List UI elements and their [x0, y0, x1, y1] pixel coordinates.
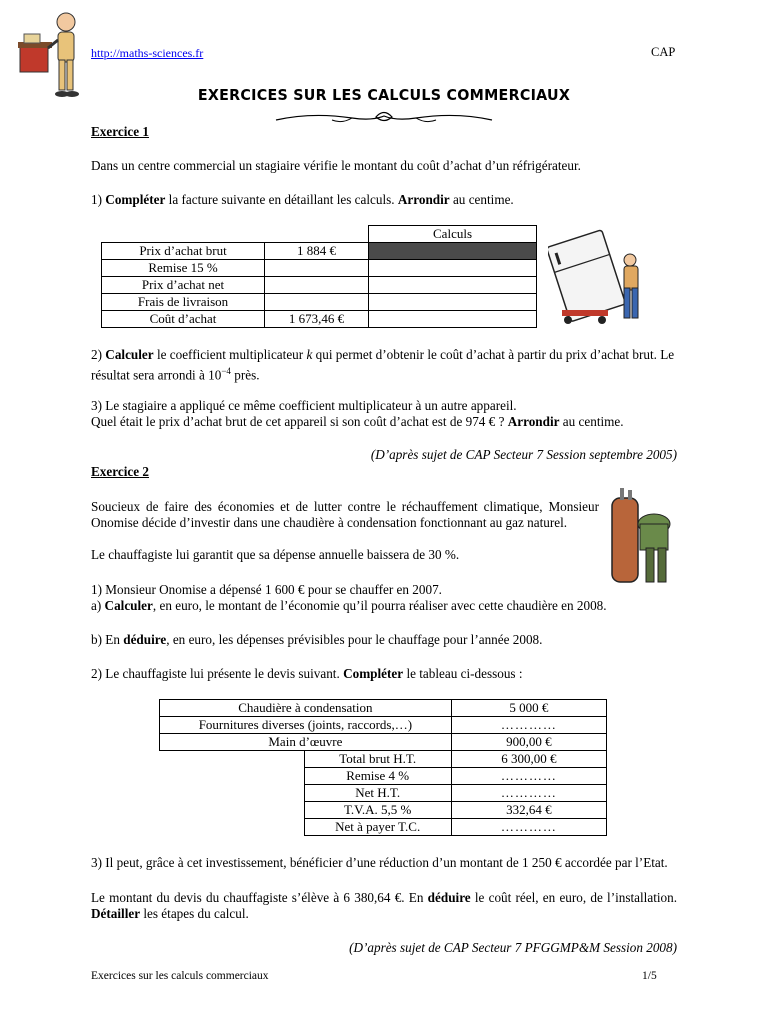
table-row: Net à payer T.C. …………	[160, 819, 607, 836]
exercise-2-question-3-intro: 3) Il peut, grâce à cet investissement, bénéficier d’une réduction d’un montant de 1 250 € accordée par l’Etat.	[91, 855, 668, 870]
page-number: 1/5	[642, 970, 657, 982]
exercise-1-source: (D’après sujet de CAP Secteur 7 Session septembre 2005)	[370, 447, 677, 462]
answer-cell[interactable]: …………	[451, 768, 606, 785]
exercise-2-intro: Soucieux de faire des économies et de lutter contre le réchauffement climatique, Monsieur Onomise décide d’investir dans une chaudière à condensation fonctionnant au gaz naturel.	[91, 499, 599, 530]
calc-cell[interactable]	[369, 311, 537, 328]
boiler-worker-illustration	[606, 488, 680, 588]
exercise-2-question-1: 1) Monsieur Onomise a dépensé 1 600 € pour se chauffer en 2007.	[91, 582, 442, 597]
exercise-2-question-1a: a) Calculer, en euro, le montant de l’économie qu’il pourra réaliser avec cette chaudière en 2008.	[91, 598, 607, 613]
answer-cell[interactable]	[265, 277, 369, 294]
table-row: Total brut H.T. 6 300,00 €	[160, 751, 607, 768]
table-row: Chaudière à condensation 5 000 €	[160, 700, 607, 717]
answer-cell[interactable]: …………	[451, 819, 606, 836]
table-row: Fournitures diverses (joints, raccords,…) …………	[160, 717, 607, 734]
exercise-1-question-3-intro: 3) Le stagiaire a appliqué ce même coefficient multiplicateur à un autre appareil.	[91, 398, 517, 413]
exercise-1-question-1: 1) Compléter la facture suivante en détaillant les calculs. Arrondir au centime.	[91, 192, 514, 207]
exercise-1-question-2: 2) Calculer le coefficient multiplicateur k qui permet d’obtenir le coût d’achat à partir du prix d’achat brut. Le résultat sera arrondi à $10^{-4}$ près.	[91, 347, 675, 383]
answer-cell[interactable]	[265, 294, 369, 311]
invoice-table	[101, 225, 537, 328]
answer-cell[interactable]: …………	[451, 717, 606, 734]
exercise-1-heading: Exercice 1	[91, 124, 149, 139]
fridge-mover-illustration	[548, 222, 654, 330]
exercise-2-heading: Exercice 2	[91, 464, 149, 479]
page-title: EXERCICES SUR LES CALCULS COMMERCIAUX	[197, 86, 571, 104]
table-row: Net H.T. …………	[160, 785, 607, 802]
exercise-1-intro: Dans un centre commercial un stagiaire vérifie le montant du coût d’achat d’un réfrigérateur.	[91, 158, 581, 173]
exercise-2-source: (D’après sujet de CAP Secteur 7 PFGGMP&M Session 2008)	[349, 940, 677, 955]
answer-cell[interactable]: …………	[451, 785, 606, 802]
calc-cell[interactable]	[369, 260, 537, 277]
table-row: Coût d’achat 1 673,46 €	[102, 311, 537, 328]
table-row: Frais de livraison	[102, 294, 537, 311]
table-row: Remise 15 %	[102, 260, 537, 277]
exercise-2-question-1b: b) En déduire, en euro, les dépenses prévisibles pour le chauffage pour l’année 2008.	[91, 632, 543, 647]
calculs-header: Calculs	[369, 226, 537, 243]
exercise-1-question-3: Quel était le prix d’achat brut de cet appareil si son coût d’achat est de 974 € ? Arrondir au centime.	[91, 414, 624, 429]
quote-table	[159, 699, 607, 836]
table-row: T.V.A. 5,5 % 332,64 €	[160, 802, 607, 819]
exercise-2-guarantee: Le chauffagiste lui garantit que sa dépense annuelle baissera de 30 %.	[91, 547, 460, 562]
table-row: Main d’œuvre 900,00 €	[160, 734, 607, 751]
calc-cell[interactable]	[369, 277, 537, 294]
level-label: CAP	[651, 45, 676, 59]
website-link[interactable]: http://maths-sciences.fr	[91, 46, 204, 60]
table-row: Prix d’achat brut 1 884 €	[102, 243, 537, 260]
exercise-2-question-3: Le montant du devis du chauffagiste s’élève à 6 380,64 €. En déduire le coût réel, en euro, de l’installation. Détailler les étapes du calcul.	[91, 890, 678, 921]
table-row: Prix d’achat net	[102, 277, 537, 294]
footer-title: Exercices sur les calculs commerciaux	[91, 970, 269, 982]
table-row: Remise 4 % …………	[160, 768, 607, 785]
exercise-2-question-2: 2) Le chauffagiste lui présente le devis suivant. Compléter le tableau ci-dessous :	[91, 666, 523, 681]
answer-cell[interactable]	[265, 260, 369, 277]
calc-cell[interactable]	[369, 294, 537, 311]
